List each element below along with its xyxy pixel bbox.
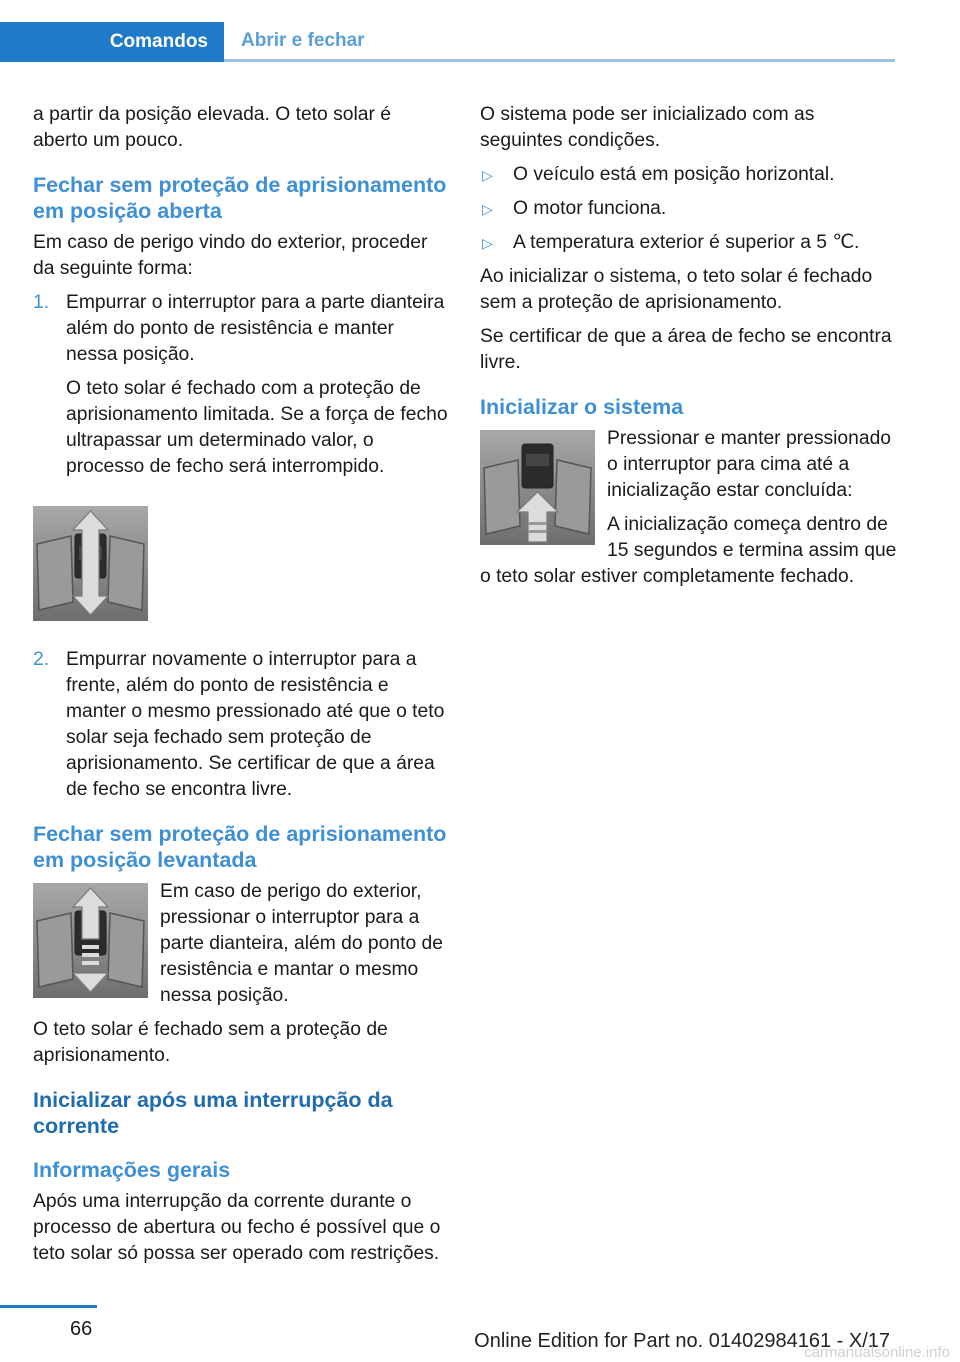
- page-number: 66: [70, 1318, 93, 1340]
- section-heading-open: Fechar sem proteção de aprisionamento em posição aberta: [33, 173, 447, 223]
- tab-abrir-e-fechar[interactable]: Abrir e fechar: [224, 22, 895, 62]
- triangle-right-icon: ▷: [482, 201, 493, 217]
- step-subtext: O teto solar é fechado com a proteção de aprisionamento limitada. Se a força de fecho ultrapassar um determinado valor, o processo de fecho será interrompido.: [66, 378, 448, 477]
- triangle-right-icon: ▷: [482, 235, 493, 251]
- tab-comandos[interactable]: Comandos: [0, 22, 224, 62]
- triangle-right-icon: ▷: [482, 167, 493, 183]
- left-column: [33, 102, 450, 1275]
- paragraph: Após uma interrupção da corrente durante o processo de abertura ou fecho é possível que o teto solar só possa ser operado com restrições.: [33, 1191, 441, 1264]
- switch-up-image: [480, 430, 595, 545]
- list-item-step-2: [33, 647, 450, 803]
- paragraph: Se certificar de que a área de fecho se encontra livre.: [480, 326, 892, 373]
- step-text: Empurrar novamente o interruptor para a frente, além do ponto de resistência e manter o mesmo pressionado até que o teto solar seja fechado sem proteção de aprisionamento. Se certificar de que a área de fecho se encontra livre.: [66, 649, 445, 800]
- step-text: Empurrar o interruptor para a parte dianteira além do ponto de resistência e manter nessa posição.: [66, 292, 445, 365]
- bullet-text: O motor funciona.: [513, 198, 667, 219]
- edition-text: Online Edition for Part no. 01402984161 - X/17: [474, 1330, 890, 1352]
- section-heading-raised: Fechar sem proteção de aprisionamento em posição levantada: [33, 822, 447, 872]
- list-item: [480, 196, 898, 222]
- footer-divider: [0, 1305, 97, 1308]
- switch-push-pull-image: [33, 506, 148, 621]
- step-number: 1.: [33, 292, 50, 313]
- list-item-step-1: [33, 290, 450, 480]
- subsection-heading-general: Informações gerais: [33, 1158, 231, 1182]
- section-heading-init-system: Inicializar o sistema: [480, 395, 684, 419]
- paragraph: Em caso de perigo vindo do exterior, proceder da seguinte forma:: [33, 232, 428, 279]
- bullet-text: A temperatura exterior é superior a 5 ℃.: [513, 232, 860, 253]
- paragraph: Pressionar e manter pressionado o interruptor para cima até a inicialização estar concluída:: [607, 428, 892, 501]
- paragraph: A inicialização começa dentro de 15 segundos e termina assim que o teto solar estiver completamente fechado.: [480, 514, 897, 587]
- right-column: [480, 102, 898, 598]
- intro-paragraph: a partir da posição elevada. O teto solar é aberto um pouco.: [33, 104, 391, 151]
- paragraph: Em caso de perigo do exterior, pressionar o interruptor para a parte dianteira, além do ponto de resistência e mantar o mesmo nessa posição.: [160, 881, 443, 1006]
- figure-with-text: [480, 426, 898, 590]
- watermark: carmanualsonline.info: [804, 1344, 950, 1361]
- list-item: [480, 162, 898, 188]
- switch-forward-image: [33, 883, 148, 998]
- section-heading-init: Inicializar após uma interrupção da corrente: [33, 1088, 393, 1138]
- paragraph: O teto solar é fechado sem a proteção de aprisionamento.: [33, 1019, 388, 1066]
- paragraph: O sistema pode ser inicializado com as seguintes condições.: [480, 104, 815, 151]
- figure-with-text: [33, 879, 450, 1017]
- page-header: [0, 22, 895, 62]
- step-number: 2.: [33, 649, 50, 670]
- bullet-text: O veículo está em posição horizontal.: [513, 164, 835, 185]
- paragraph: Ao inicializar o sistema, o teto solar é fechado sem a proteção de aprisionamento.: [480, 266, 873, 313]
- list-item: [480, 230, 898, 256]
